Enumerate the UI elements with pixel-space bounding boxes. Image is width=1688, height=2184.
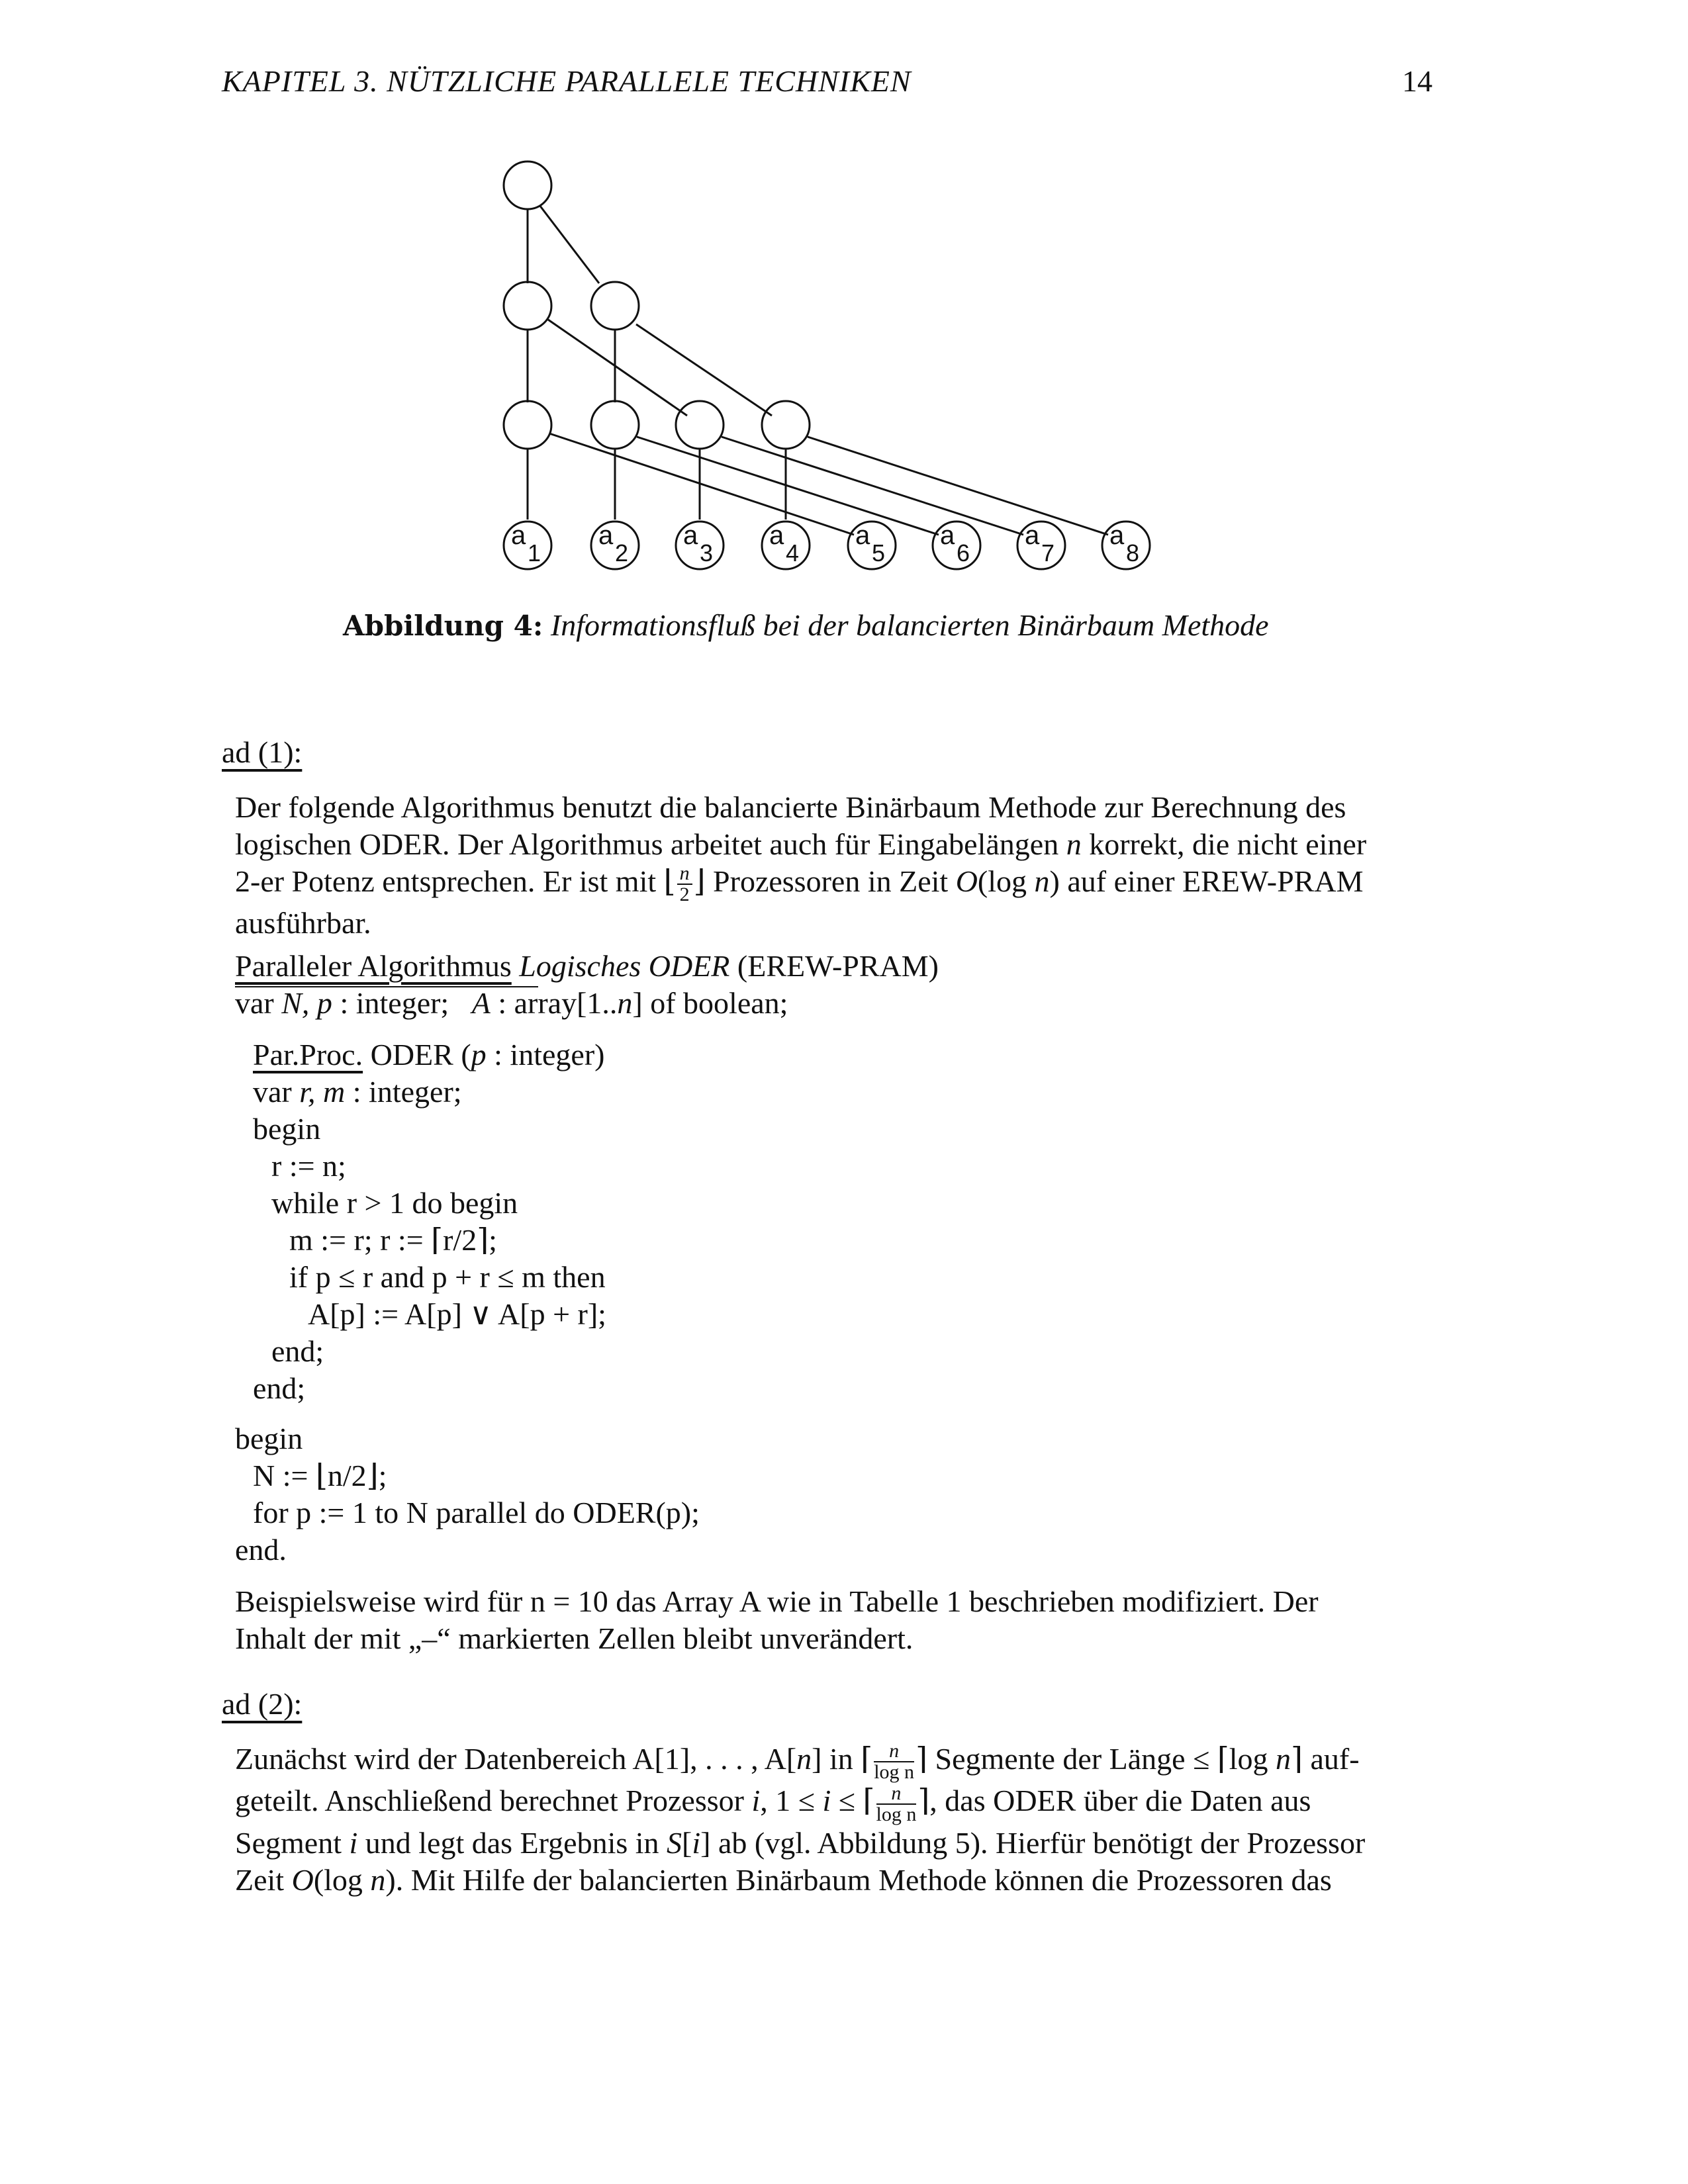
procedure-var-line: var r, m : integer; <box>253 1075 462 1109</box>
code-line: r := n; <box>271 1149 346 1183</box>
caption-label: Abbildung 4: <box>343 610 543 642</box>
leaf-label: a <box>940 521 955 550</box>
leaf-subscript: 5 <box>872 539 886 567</box>
figure-caption <box>343 608 1269 643</box>
binary-tree-figure <box>0 0 1688 596</box>
code-line: while r > 1 do begin <box>271 1186 518 1220</box>
leaf-subscript: 6 <box>957 539 970 567</box>
leaf-subscript: 7 <box>1041 539 1055 567</box>
para-line: Segment i und legt das Ergebnis in S[i] ab (vgl. Abbildung 5). Hierfür benötigt der Prozessor <box>235 1825 1366 1860</box>
tree-node <box>591 401 639 449</box>
code-begin: begin <box>253 1112 321 1146</box>
tree-edge <box>722 437 1023 535</box>
para-line: 2-er Potenz entsprechen. Er ist mit ⌊ $\frac{n}{2}$ ⌋ Prozessoren in Zeit O(log n) auf einer EREW-PRAM <box>235 862 1364 906</box>
leaf-label: a <box>769 521 784 550</box>
para-line: Zeit O(log n). Mit Hilfe der balancierten Binärbaum Methode können die Prozessoren das <box>235 1862 1332 1897</box>
tree-node <box>504 161 551 209</box>
tree-edge <box>808 437 1108 535</box>
code-end: end; <box>271 1334 324 1368</box>
code-line: if p ≤ r and p + r ≤ m then <box>289 1260 606 1294</box>
leaf-label: a <box>1109 521 1125 550</box>
page-number: 14 <box>1402 64 1432 98</box>
tree-node <box>676 401 724 449</box>
running-header: KAPITEL 3. NÜTZLICHE PARALLELE TECHNIKEN <box>222 64 912 98</box>
leaf-label: a <box>683 521 698 550</box>
leaf-subscript: 8 <box>1126 539 1140 567</box>
code-end: end. <box>235 1533 287 1567</box>
paragraph-ad2 <box>235 1741 1446 1899</box>
leaf-subscript: 3 <box>700 539 714 567</box>
code-line: for p := 1 to N parallel do ODER(p); <box>253 1496 700 1529</box>
leaf-label: a <box>1025 521 1040 550</box>
para-line: Der folgende Algorithmus benutzt die balancierte Binärbaum Methode zur Berechnung des <box>235 790 1346 824</box>
leaf-label: a <box>511 521 526 550</box>
tree-node <box>504 282 551 330</box>
code-end: end; <box>253 1371 306 1405</box>
algorithm-var-line: var N, p : integer; A : array[1..n] of boolean; <box>235 986 788 1020</box>
paragraph-ad1 <box>235 789 1446 942</box>
algorithm-header: Paralleler Algorithmus Logisches ODER (EREW-PRAM) <box>235 949 939 983</box>
leaf-label: a <box>855 521 870 550</box>
leaf-subscript: 4 <box>786 539 800 567</box>
code-begin: begin <box>235 1422 303 1455</box>
para-line: ausführbar. <box>235 906 371 940</box>
tree-node <box>504 401 551 449</box>
para-line: Beispielsweise wird für n = 10 das Array A wie in Tabelle 1 beschrieben modifiziert. Der <box>235 1584 1319 1618</box>
fraction: $\frac{n}{\text{log n}}$ <box>874 1740 915 1784</box>
tree-node <box>591 282 639 330</box>
para-line: Zunächst wird der Datenbereich A[1], . . . , A[n] in ⌈ $\frac{n}{\text{log n}}$ ⌉ Segmente der Länge ≤ ⌈log n⌉ auf- <box>235 1740 1360 1784</box>
para-line: geteilt. Anschließend berechnet Prozessor i, 1 ≤ i ≤ ⌈ $\frac{n}{\text{log n}}$ ⌉, das ODER über die Daten aus <box>235 1782 1311 1825</box>
caption-text: Informationsfluß bei der balancierten Binärbaum Methode <box>550 608 1269 642</box>
code-line: N := ⌊n/2⌋; <box>253 1459 387 1492</box>
para-line: Inhalt der mit „–“ markierten Zellen bleibt unverändert. <box>235 1621 914 1655</box>
leaf-subscript: 2 <box>615 539 629 567</box>
section-heading-ad2: ad (2): <box>222 1687 303 1721</box>
fraction: $\frac{n}{2}$ <box>677 864 692 905</box>
procedure-header: Par.Proc. ODER (p : integer) <box>253 1038 605 1071</box>
paragraph-example <box>235 1583 1446 1657</box>
code-line: m := r; r := ⌈r/2⌉; <box>289 1223 497 1257</box>
section-heading-ad1: ad (1): <box>222 735 303 769</box>
tree-node <box>762 401 810 449</box>
leaf-subscript: 1 <box>528 539 541 567</box>
tree-edge <box>539 205 599 283</box>
code-line: A[p] := A[p] ∨ A[p + r]; <box>308 1297 606 1331</box>
leaf-label: a <box>598 521 614 550</box>
fraction: $\frac{n}{\text{log n}}$ <box>876 1782 917 1825</box>
para-line: logischen ODER. Der Algorithmus arbeitet auch für Eingabelängen n korrekt, die nicht einer <box>235 827 1367 861</box>
tree-edge <box>637 437 939 535</box>
